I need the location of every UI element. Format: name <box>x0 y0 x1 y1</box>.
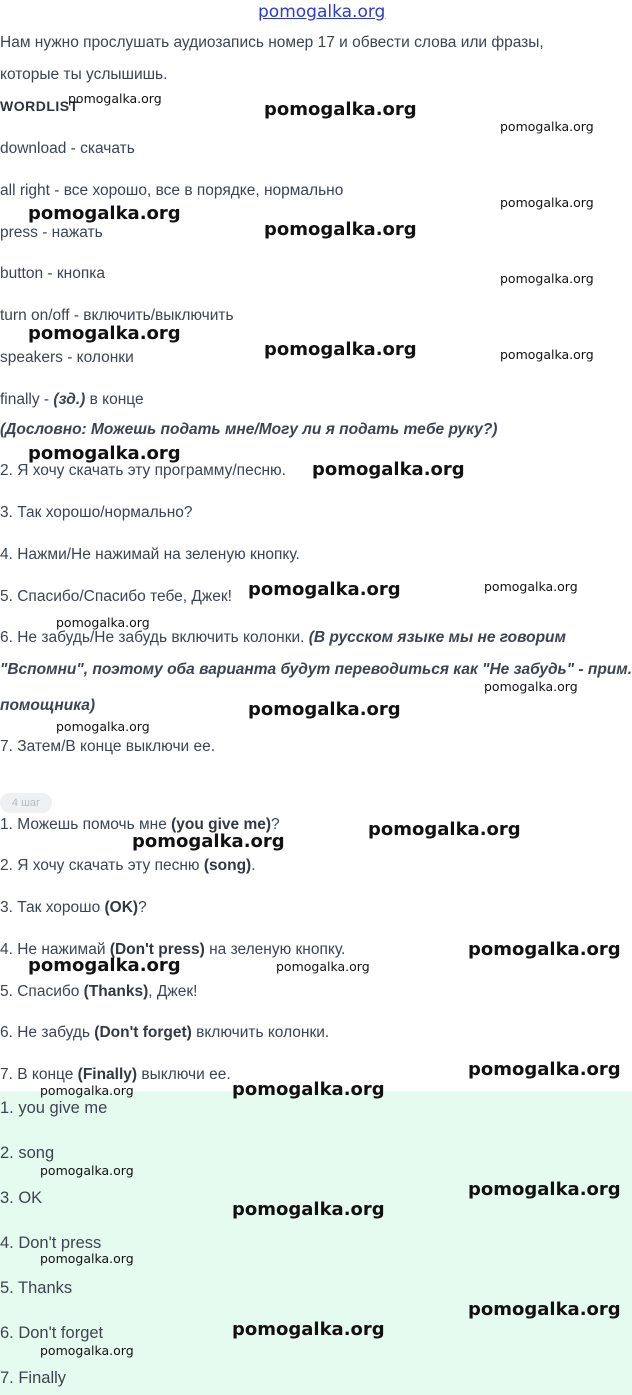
watermark: pomogalka.org <box>232 1079 385 1100</box>
watermark: pomogalka.org <box>276 959 370 974</box>
watermark: pomogalka.org <box>56 719 150 734</box>
watermark: pomogalka.org <box>40 1343 134 1358</box>
step4-tail: включить колонки. <box>191 1024 330 1041</box>
answer-item: 5. Thanks <box>0 1279 73 1297</box>
step4-text: 4. Не нажимай <box>0 941 110 958</box>
answer-item: 4. Don't press <box>0 1234 102 1252</box>
step4-tail: ? <box>138 899 147 916</box>
wordlist-item: speakers - колонки <box>0 349 134 366</box>
wordlist-heading: WORDLIST <box>0 98 79 114</box>
answer-item: 3. OK <box>0 1189 43 1207</box>
step4-text: 2. Я хочу скачать эту песню <box>0 857 204 874</box>
step-badge: 4 шаг <box>0 793 52 813</box>
watermark: pomogalka.org <box>28 323 181 344</box>
site-link[interactable]: pomogalka.org <box>258 2 386 22</box>
watermark: pomogalka.org <box>500 347 594 362</box>
watermark: pomogalka.org <box>232 1319 385 1340</box>
watermark: pomogalka.org <box>484 579 578 594</box>
wordlist-item: press - нажать <box>0 224 103 241</box>
watermark: pomogalka.org <box>40 1163 134 1178</box>
watermark: pomogalka.org <box>68 91 162 106</box>
translation-item: 2. Я хочу скачать эту программу/песню. <box>0 462 286 479</box>
translation-item-6 <box>0 629 566 647</box>
watermark: pomogalka.org <box>232 1199 385 1220</box>
step4-answer: (Don't press) <box>109 941 205 958</box>
item6-text: 6. Не забудь/Не забудь включить колонки. <box>0 629 309 646</box>
translation-item: 7. Затем/В конце выключи ее. <box>0 738 216 755</box>
watermark: pomogalka.org <box>40 1251 134 1266</box>
translation-item: 4. Нажми/Не нажимай на зеленую кнопку. <box>0 546 300 563</box>
finally-meaning: в конце <box>85 391 144 408</box>
step4-tail: . <box>251 857 256 874</box>
answer-item: 1. you give me <box>0 1099 108 1117</box>
translation-item: 3. Так хорошо/нормально? <box>0 504 193 521</box>
watermark: pomogalka.org <box>264 99 417 120</box>
answer-item: 7. Finally <box>0 1369 67 1387</box>
watermark: pomogalka.org <box>56 615 150 630</box>
watermark: pomogalka.org <box>468 939 621 960</box>
watermark: pomogalka.org <box>312 459 465 480</box>
step4-text: 6. Не забудь <box>0 1024 95 1041</box>
watermark: pomogalka.org <box>500 271 594 286</box>
watermark: pomogalka.org <box>468 1059 621 1080</box>
watermark: pomogalka.org <box>28 443 181 464</box>
step4-tail: на зеленую кнопку. <box>204 941 346 958</box>
watermark: pomogalka.org <box>28 203 181 224</box>
watermark: pomogalka.org <box>468 1299 621 1320</box>
step4-tail: ? <box>271 816 280 833</box>
step4-item <box>0 1066 231 1084</box>
watermark: pomogalka.org <box>132 831 285 852</box>
watermark: pomogalka.org <box>500 119 594 134</box>
answer-item: 2. song <box>0 1144 55 1162</box>
watermark: pomogalka.org <box>468 1179 621 1200</box>
watermark: pomogalka.org <box>500 195 594 210</box>
item6-note: (В русском языке мы не говорим <box>308 629 566 646</box>
step4-text: 7. В конце <box>0 1066 78 1083</box>
step4-item <box>0 1024 329 1042</box>
literal-note: (Дословно: Можешь подать мне/Могу ли я подать тебе руку?) <box>0 421 498 438</box>
watermark: pomogalka.org <box>484 679 578 694</box>
wordlist-item: download - скачать <box>0 140 135 157</box>
translation-item: 5. Спасибо/Спасибо тебе, Джек! <box>0 588 232 605</box>
intro-line-1: Нам нужно прослушать аудиозапись номер 17 и обвести слова или фразы, <box>0 34 544 51</box>
step4-text: 3. Так хорошо <box>0 899 105 916</box>
item6-note-line-3: помощника) <box>0 697 96 714</box>
finally-note: (зд.) <box>53 391 86 408</box>
watermark: pomogalka.org <box>28 955 181 976</box>
wordlist-item: turn on/off - включить/выключить <box>0 307 234 324</box>
watermark: pomogalka.org <box>40 1083 134 1098</box>
watermark: pomogalka.org <box>368 819 521 840</box>
wordlist-item: button - кнопка <box>0 265 105 282</box>
step4-tail: , Джек! <box>148 983 198 1000</box>
watermark: pomogalka.org <box>264 339 417 360</box>
step4-answer: (Don't forget) <box>94 1024 192 1041</box>
watermark: pomogalka.org <box>248 579 401 600</box>
item6-note-line-2: "Вспомни", поэтому оба варианта будут переводиться как "Не забудь" - прим. <box>0 661 632 678</box>
step4-answer: (you give me) <box>171 816 272 833</box>
step4-item <box>0 899 147 917</box>
wordlist-item-finally <box>0 391 144 409</box>
watermark: pomogalka.org <box>264 219 417 240</box>
answer-item: 6. Don't forget <box>0 1324 104 1342</box>
intro-line-2: которые ты услышишь. <box>0 66 168 83</box>
step4-item <box>0 983 197 1001</box>
step4-answer: (song) <box>203 857 252 874</box>
step4-answer: (Thanks) <box>83 983 149 1000</box>
finally-word: finally - <box>0 391 54 408</box>
wordlist-item: all right - все хорошо, все в порядке, нормально <box>0 182 344 199</box>
step4-answer: (Finally) <box>77 1066 138 1083</box>
step4-tail: выключи ее. <box>137 1066 231 1083</box>
step4-text: 1. Можешь помочь мне <box>0 816 172 833</box>
step4-item <box>0 857 256 875</box>
step4-answer: (OK) <box>104 899 139 916</box>
watermark: pomogalka.org <box>248 699 401 720</box>
step4-text: 5. Спасибо <box>0 983 84 1000</box>
